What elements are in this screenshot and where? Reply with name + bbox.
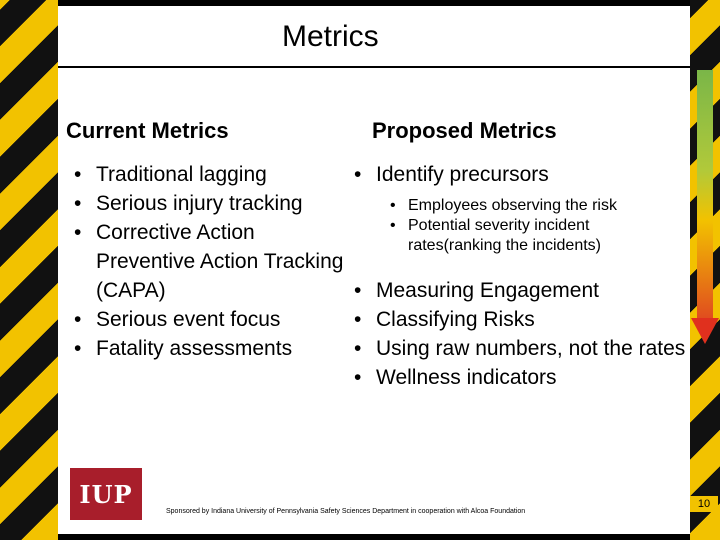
left-hazard-stripes bbox=[0, 0, 58, 540]
list-item: • Identify precursors bbox=[346, 160, 686, 189]
list-item: • Traditional lagging bbox=[66, 160, 346, 189]
logo-text: IUP bbox=[79, 479, 133, 509]
proposed-metrics-heading: Proposed Metrics bbox=[372, 118, 557, 143]
proposed-sub-list bbox=[384, 196, 680, 256]
slide-title: Metrics bbox=[282, 20, 379, 53]
sub-list-item: • Employees observing the risk bbox=[384, 196, 680, 216]
page-number: 10 bbox=[690, 496, 718, 512]
list-item: • Measuring Engagement bbox=[346, 276, 686, 305]
list-item: • Serious event focus bbox=[66, 305, 346, 334]
current-metrics-list bbox=[66, 160, 346, 363]
list-item: • Classifying Risks bbox=[346, 305, 686, 334]
down-arrow-icon bbox=[691, 318, 719, 344]
proposed-metrics-list bbox=[346, 160, 686, 189]
list-item: • Serious injury tracking bbox=[66, 189, 346, 218]
footer-sponsor-text: Sponsored by Indiana University of Pennsylvania Safety Sciences Department in cooperation with Alcoa Foundation bbox=[166, 508, 526, 515]
current-metrics-heading: Current Metrics bbox=[66, 118, 229, 143]
proposed-metrics-list-continued bbox=[346, 276, 686, 392]
list-item: • Fatality assessments bbox=[66, 334, 346, 363]
list-item: • Using raw numbers, not the rates bbox=[346, 334, 686, 363]
sub-list-item: • Potential severity incident rates(ranking the incidents) bbox=[384, 216, 680, 256]
list-item: • Corrective Action Preventive Action Tracking (CAPA) bbox=[66, 218, 346, 305]
gradient-arrow-shaft bbox=[697, 70, 713, 320]
iup-logo bbox=[70, 468, 142, 520]
list-item: • Wellness indicators bbox=[346, 363, 686, 392]
